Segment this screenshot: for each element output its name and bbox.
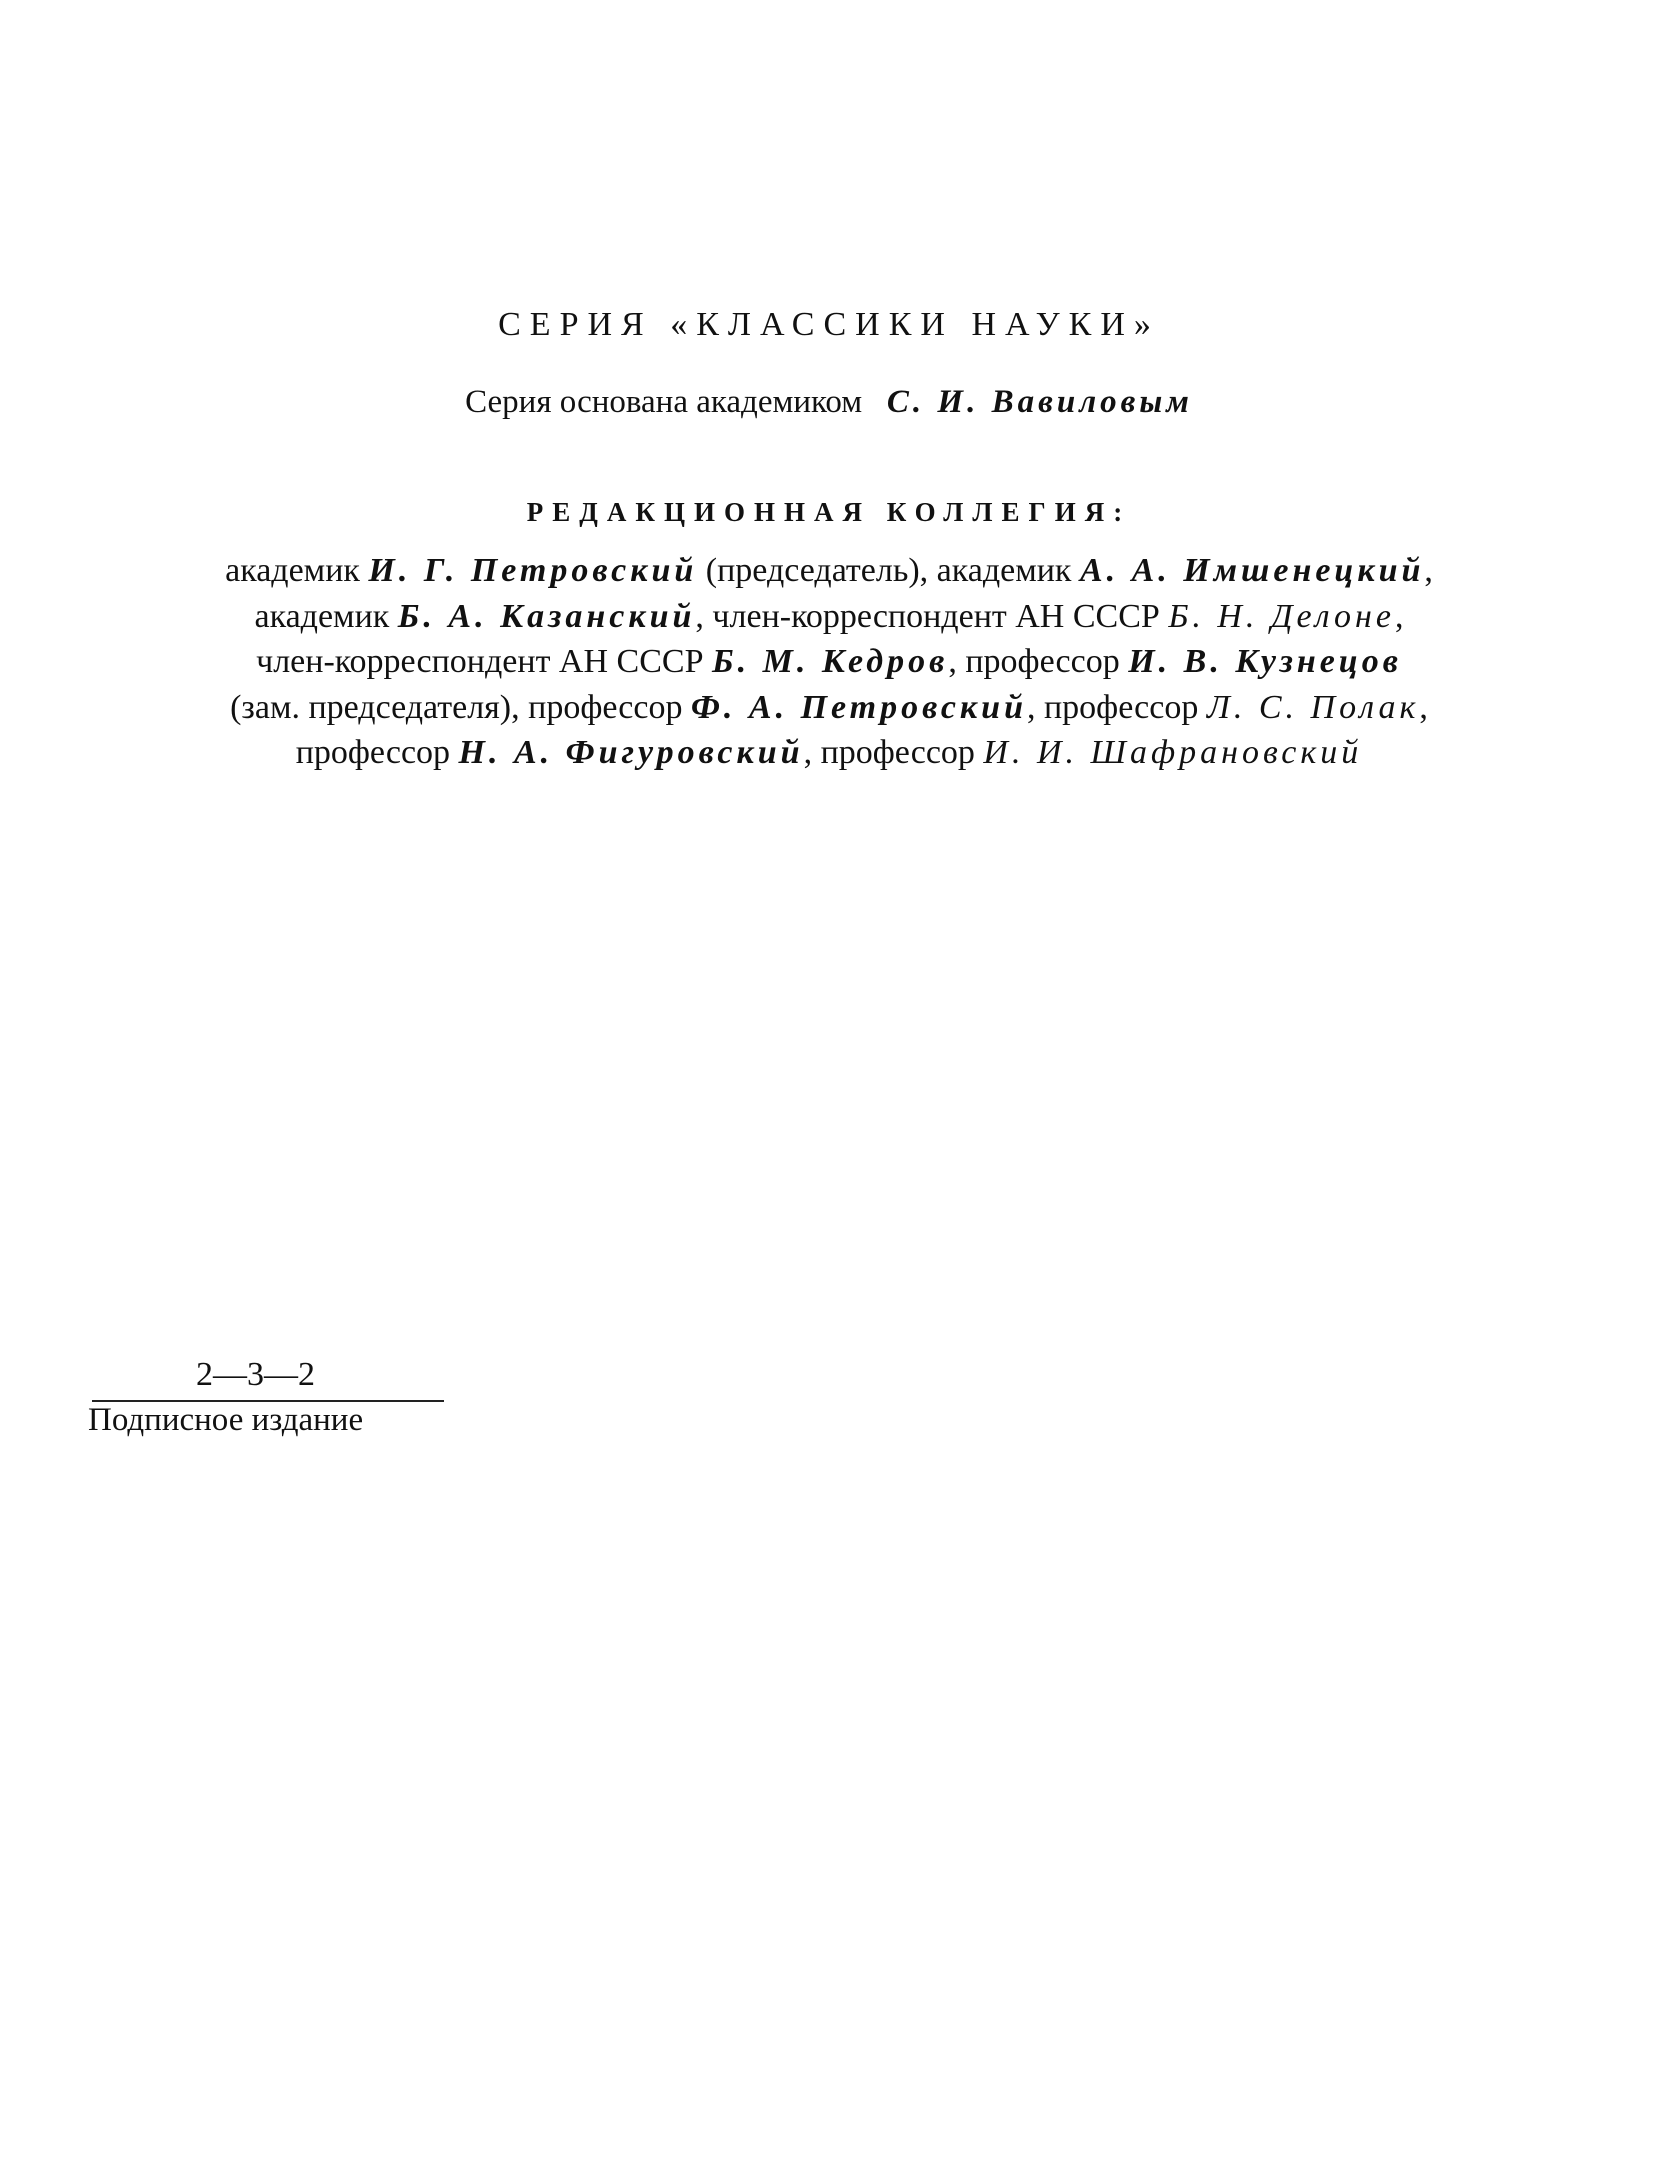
founded-prefix: Серия основана академиком: [465, 384, 863, 420]
board-text: , профессор: [948, 643, 1129, 680]
board-member-name: И. В. Кузнецов: [1128, 643, 1402, 680]
board-member-name: Л. С. Полак: [1206, 688, 1420, 726]
board-text: , профессор: [1026, 688, 1207, 726]
board-text: ,: [1424, 552, 1433, 589]
editorial-board-heading: РЕДАКЦИОННАЯ КОЛЛЕГИЯ:: [526, 497, 1132, 527]
index-code: 2—3—2: [196, 1356, 315, 1393]
board-text: профессор: [295, 734, 459, 771]
founder-name: С. И. Вавиловым: [886, 384, 1193, 420]
board-line: [70, 594, 1588, 640]
board-member-name: А. А. Имшенецкий: [1079, 552, 1425, 589]
board-text: (зам. председателя), профессор: [230, 688, 691, 726]
board-text: , член-корреспондент АН СССР: [695, 597, 1169, 635]
board-text: академик: [225, 552, 369, 589]
board-member-name: Ф. А. Петровский: [690, 688, 1027, 726]
board-text: , профессор: [803, 734, 984, 771]
board-line: [70, 548, 1588, 594]
board-member-name: Б. Н. Делоне: [1168, 597, 1395, 635]
board-member-name: Н. А. Фигуровский: [458, 734, 804, 771]
editorial-board-members: [70, 548, 1588, 776]
series-title: СЕРИЯ «КЛАССИКИ НАУКИ»: [498, 306, 1160, 343]
series-founded-line: [0, 384, 1658, 421]
board-line: [70, 639, 1588, 685]
board-line: [70, 685, 1588, 731]
board-member-name: И. И. Шафрановский: [983, 734, 1363, 771]
board-text: член-корреспондент АН СССР: [256, 643, 712, 680]
board-text: ,: [1419, 688, 1428, 726]
subscription-label: Подписное издание: [88, 1402, 364, 1438]
board-member-name: И. Г. Петровский: [368, 552, 698, 589]
board-text: ,: [1395, 597, 1404, 635]
board-text: (председатель), академик: [697, 552, 1080, 589]
board-text: академик: [254, 597, 398, 635]
board-member-name: Б. А. Казанский: [397, 597, 696, 635]
board-line: [70, 730, 1588, 776]
board-member-name: Б. М. Кедров: [711, 643, 949, 680]
